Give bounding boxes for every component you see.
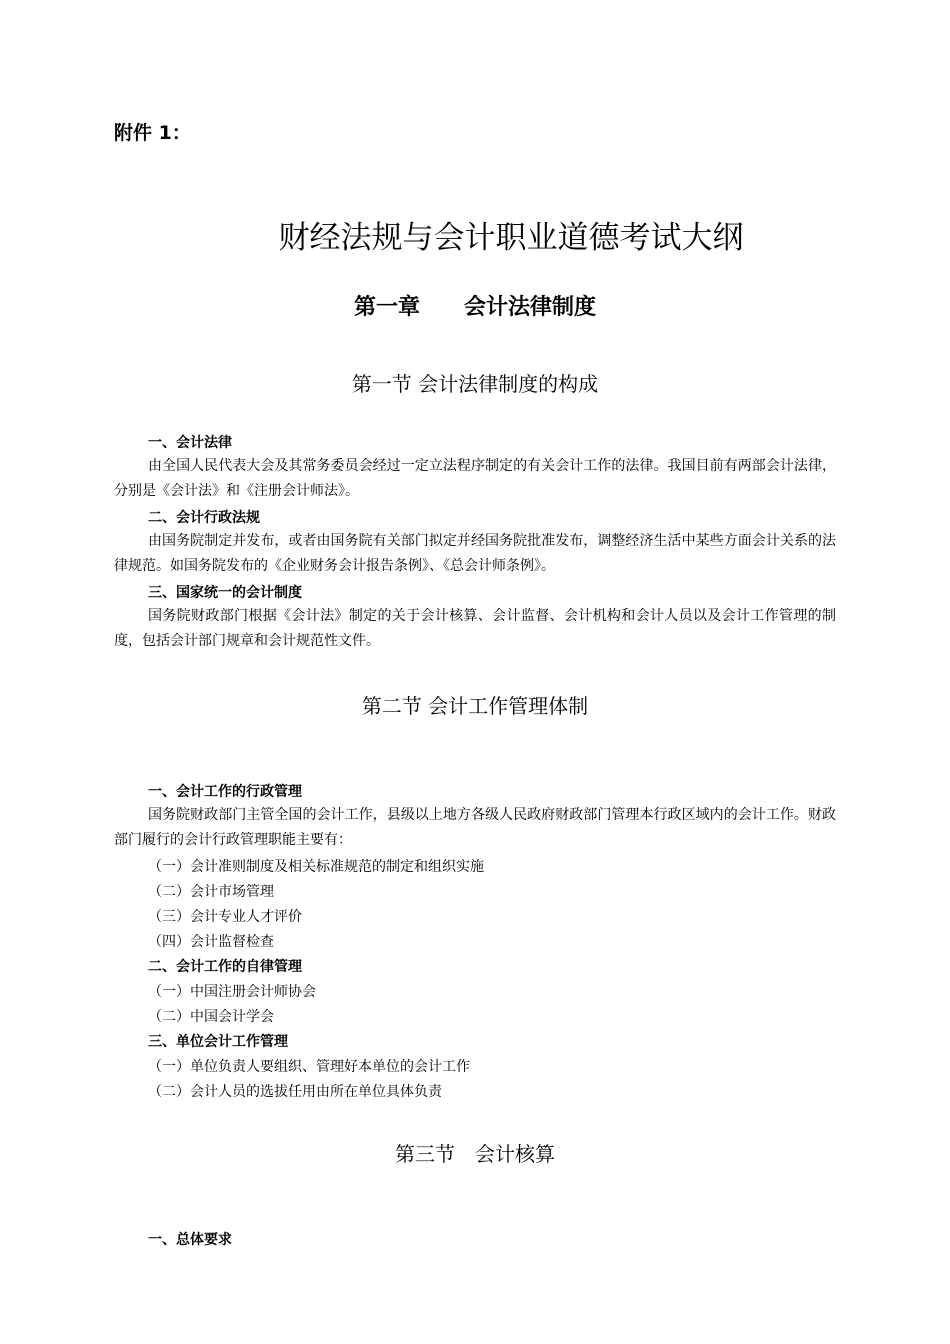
paragraph: 国务院财政部门主管全国的会计工作，县级以上地方各级人民政府财政部门管理本行政区域内的会计工作。财政部门履行的会计行政管理职能主要有：: [114, 807, 836, 848]
section-heading: 一、会计工作的行政管理: [148, 784, 302, 800]
list-item: （二）会计市场管理: [148, 884, 274, 900]
section-title: 第二节 会计工作管理体制: [361, 694, 589, 718]
section-heading: 二、会计行政法规: [148, 510, 260, 526]
list-item: （一）会计准则制度及相关标准规范的制定和组织实施: [148, 859, 484, 875]
section-heading: 一、会计法律: [148, 435, 232, 451]
main-title: 财经法规与会计职业道德考试大纲: [278, 220, 744, 256]
list-item: （三）会计专业人才评价: [148, 909, 302, 925]
list-item: （二）会计人员的选拔任用由所在单位具体负责: [148, 1084, 442, 1100]
paragraph: 由国务院制定并发布，或者由国务院有关部门拟定并经国务院批准发布，调整经济生活中某些方面会计关系的法律规范。如国务院发布的《企业财务会计报告条例》、《总会计师条例》。: [114, 533, 836, 574]
list-item: （四）会计监督检查: [148, 934, 274, 950]
paragraph: 国务院财政部门根据《会计法》制定的关于会计核算、会计监督、会计机构和会计人员以及会计工作管理的制度，包括会计部门规章和会计规范性文件。: [114, 608, 836, 649]
section-title: 第三节 会计核算: [395, 1142, 555, 1166]
list-item: （一）中国注册会计师协会: [148, 984, 316, 1000]
chapter-title: 第一章 会计法律制度: [353, 295, 596, 320]
section-heading: 三、单位会计工作管理: [148, 1034, 288, 1050]
section-heading: 三、国家统一的会计制度: [148, 585, 302, 601]
paragraph: 由全国人民代表大会及其常务委员会经过一定立法程序制定的有关会计工作的法律。我国目前有两部会计法律，分别是《会计法》和《注册会计师法》。: [114, 458, 836, 499]
list-item: （二）中国会计学会: [148, 1009, 274, 1025]
section-heading: 一、总体要求: [148, 1232, 232, 1248]
section-title: 第一节 会计法律制度的构成: [351, 372, 599, 396]
section-heading: 二、会计工作的自律管理: [148, 959, 302, 975]
attachment-label: 附件 1：: [114, 122, 191, 144]
list-item: （一）单位负责人要组织、管理好本单位的会计工作: [148, 1059, 470, 1075]
